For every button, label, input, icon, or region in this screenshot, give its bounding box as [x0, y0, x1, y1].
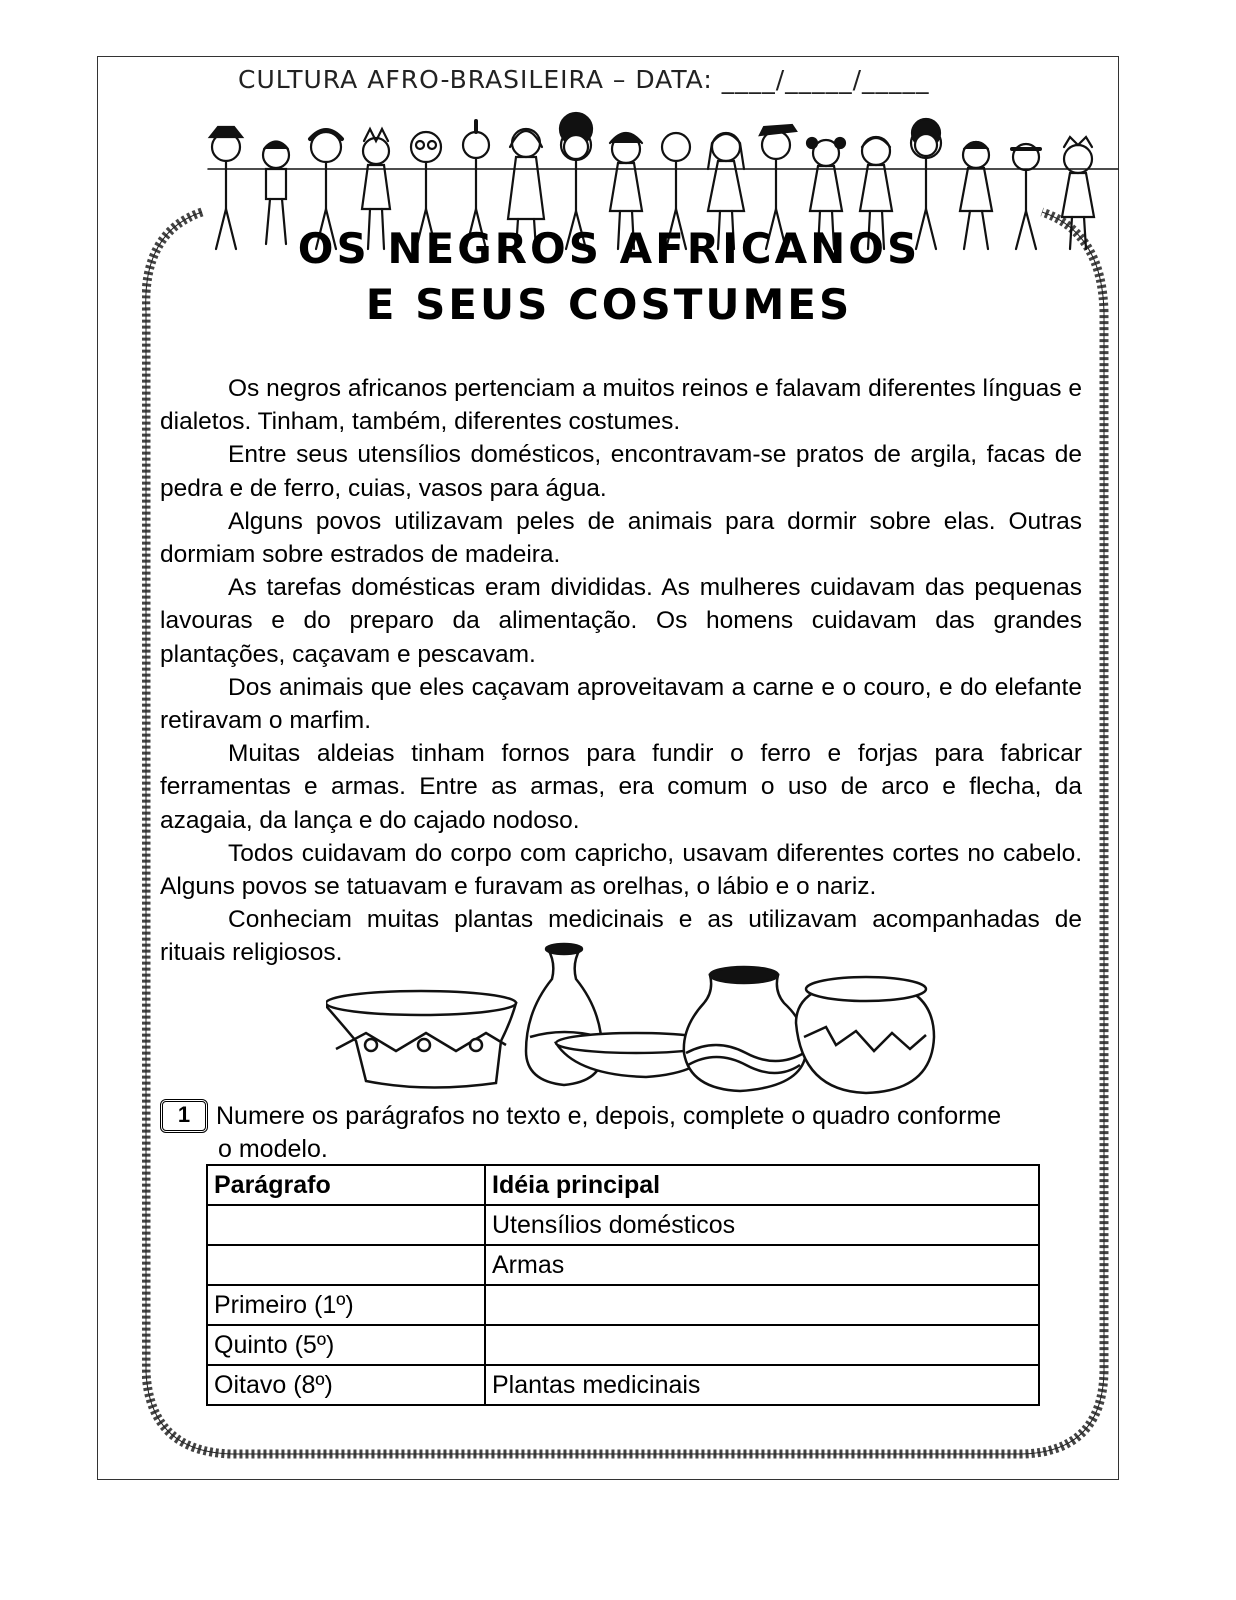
- exercise-instruction-line-1-row: [160, 1099, 1082, 1133]
- table-row: [207, 1285, 1039, 1325]
- table-cell-paragraph: Primeiro (1º): [207, 1285, 485, 1325]
- worksheet-title: [98, 221, 1120, 333]
- paragraph-8: Conheciam muitas plantas medicinais e as utilizavam acompanhadas de rituais religiosos.: [160, 906, 1082, 967]
- round-vase: [684, 975, 806, 1091]
- table-row: [207, 1325, 1039, 1365]
- paragraph-idea-table: [206, 1164, 1040, 1406]
- exercise-instruction-line-2: o modelo.: [218, 1135, 328, 1163]
- table-cell-idea[interactable]: [485, 1325, 1039, 1365]
- african-pottery-illustration: [326, 941, 946, 1101]
- table-cell-idea: Utensílios domésticos: [485, 1205, 1039, 1245]
- paragraph-2: Entre seus utensílios domésticos, encontravam-se pratos de argila, facas de pedra e de ferro, cuias, vasos para água.: [160, 441, 1082, 502]
- paragraph-6: Muitas aldeias tinham fornos para fundir o ferro e forjas para fabricar ferramentas e armas. Entre as armas, era comum o uso de arco e flecha, da azagaia, da lança e do cajado nodoso.: [160, 740, 1082, 834]
- table-cell-paragraph[interactable]: [207, 1245, 485, 1285]
- column-header-ideia-principal: Idéia principal: [485, 1165, 1039, 1205]
- exercise-number-badge: 1: [160, 1099, 208, 1133]
- table-cell-paragraph: Oitavo (8º): [207, 1365, 485, 1405]
- table-row: [207, 1365, 1039, 1405]
- header-date-line: CULTURA AFRO-BRASILEIRA – DATA: ____/_____/_____: [238, 65, 930, 94]
- exercise-instruction-wrap: [160, 1099, 1001, 1133]
- table-row: [207, 1205, 1039, 1245]
- table-cell-idea: Armas: [485, 1245, 1039, 1285]
- table-row: [207, 1245, 1039, 1285]
- title-line-2: E SEUS COSTUMES: [365, 280, 853, 329]
- table-cell-paragraph[interactable]: [207, 1205, 485, 1245]
- table-header-row: [207, 1165, 1039, 1205]
- paragraph-4: As tarefas domésticas eram divididas. As mulheres cuidavam das pequenas lavouras e do preparo da alimentação. Os homens cuidavam das grandes plantações, caçavam e pescavam.: [160, 574, 1082, 668]
- worksheet-page: [97, 56, 1119, 1480]
- paragraph-7: Todos cuidavam do corpo com capricho, usavam diferentes cortes no cabelo. Alguns povos se tatuavam e furavam as orelhas, o lábio e o nariz.: [160, 839, 1082, 901]
- table-cell-idea[interactable]: [485, 1285, 1039, 1325]
- paragraph-5: Dos animais que eles caçavam aproveitavam a carne e o couro, e do elefante retiravam o marfim.: [160, 673, 1082, 735]
- exercise-1: [160, 1099, 1082, 1166]
- table-cell-idea: Plantas medicinais: [485, 1365, 1039, 1405]
- exercise-instruction-line-1: Numere os parágrafos no texto e, depois, complete o quadro conforme: [216, 1102, 1002, 1130]
- table-cell-paragraph: Quinto (5º): [207, 1325, 485, 1365]
- title-line-1: OS NEGROS AFRICANOS: [297, 224, 921, 273]
- paragraph-3: Alguns povos utilizavam peles de animais para dormir sobre elas. Outras dormiam sobre estrados de madeira.: [160, 507, 1082, 569]
- reading-text: [160, 372, 1082, 970]
- paragraph-1: Os negros africanos pertenciam a muitos reinos e falavam diferentes línguas e dialetos. Tinham, também, diferentes costumes.: [160, 375, 1082, 436]
- column-header-paragrafo: Parágrafo: [207, 1165, 485, 1205]
